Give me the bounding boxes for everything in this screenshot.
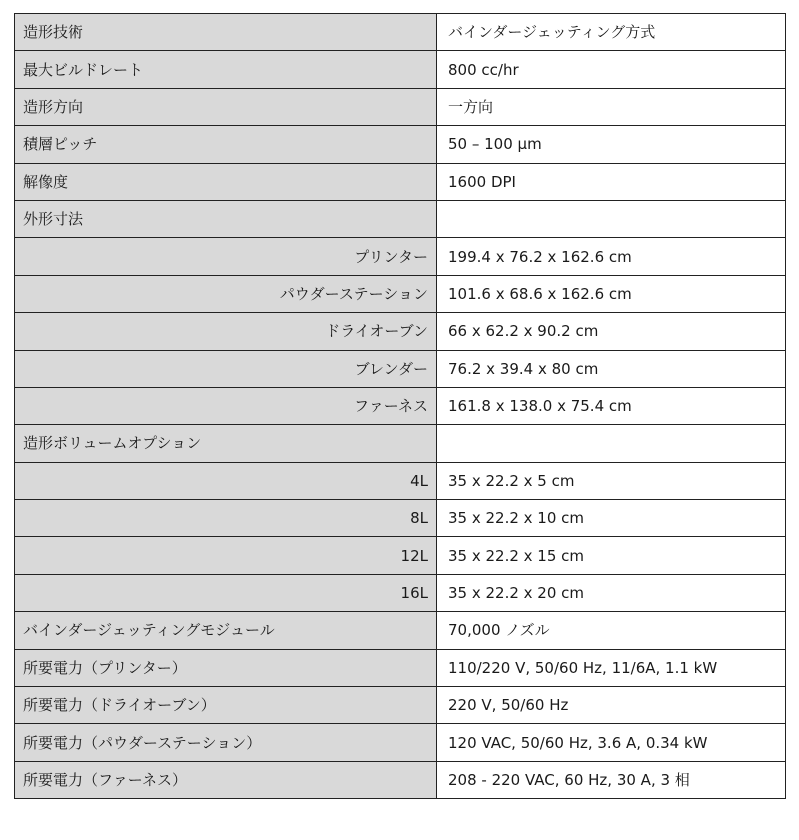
spec-value: バインダージェッティング方式: [437, 14, 786, 51]
spec-table-body: [15, 14, 786, 799]
spec-row: [15, 200, 786, 237]
spec-value: 220 V, 50/60 Hz: [437, 687, 786, 724]
spec-row: [15, 761, 786, 798]
spec-label: 外形寸法: [15, 200, 437, 237]
spec-sublabel: ドライオーブン: [15, 313, 437, 350]
spec-row: [15, 425, 786, 462]
spec-value: 110/220 V, 50/60 Hz, 11/6A, 1.1 kW: [437, 649, 786, 686]
spec-value: 800 cc/hr: [437, 51, 786, 88]
spec-value: 50 – 100 μm: [437, 126, 786, 163]
spec-row: [15, 88, 786, 125]
spec-value: 35 x 22.2 x 10 cm: [437, 500, 786, 537]
spec-label: 解像度: [15, 163, 437, 200]
spec-row: [15, 687, 786, 724]
spec-sublabel: パウダーステーション: [15, 275, 437, 312]
spec-label: 所要電力（プリンター）: [15, 649, 437, 686]
spec-value: 35 x 22.2 x 20 cm: [437, 574, 786, 611]
spec-sublabel: プリンター: [15, 238, 437, 275]
spec-value: 101.6 x 68.6 x 162.6 cm: [437, 275, 786, 312]
spec-subrow: [15, 500, 786, 537]
spec-sublabel: 8L: [15, 500, 437, 537]
spec-row: [15, 724, 786, 761]
spec-subrow: [15, 537, 786, 574]
spec-value: 一方向: [437, 88, 786, 125]
spec-label: 造形技術: [15, 14, 437, 51]
spec-row: [15, 612, 786, 649]
spec-value: 35 x 22.2 x 5 cm: [437, 462, 786, 499]
spec-value: 208 - 220 VAC, 60 Hz, 30 A, 3 相: [437, 761, 786, 798]
spec-label: 造形方向: [15, 88, 437, 125]
spec-value: 199.4 x 76.2 x 162.6 cm: [437, 238, 786, 275]
spec-subrow: [15, 275, 786, 312]
spec-label: 所要電力（ドライオーブン）: [15, 687, 437, 724]
spec-row: [15, 126, 786, 163]
spec-label: バインダージェッティングモジュール: [15, 612, 437, 649]
spec-label: 造形ボリュームオプション: [15, 425, 437, 462]
spec-value: 66 x 62.2 x 90.2 cm: [437, 313, 786, 350]
spec-value: 120 VAC, 50/60 Hz, 3.6 A, 0.34 kW: [437, 724, 786, 761]
spec-sublabel: ファーネス: [15, 387, 437, 424]
spec-sublabel: 16L: [15, 574, 437, 611]
spec-value: 70,000 ノズル: [437, 612, 786, 649]
spec-subrow: [15, 574, 786, 611]
spec-value: 35 x 22.2 x 15 cm: [437, 537, 786, 574]
spec-subrow: [15, 238, 786, 275]
spec-row: [15, 51, 786, 88]
spec-row: [15, 649, 786, 686]
spec-value: 1600 DPI: [437, 163, 786, 200]
spec-subrow: [15, 313, 786, 350]
spec-label: 所要電力（パウダーステーション）: [15, 724, 437, 761]
spec-row: [15, 14, 786, 51]
spec-value: 76.2 x 39.4 x 80 cm: [437, 350, 786, 387]
spec-value: 161.8 x 138.0 x 75.4 cm: [437, 387, 786, 424]
spec-sublabel: 12L: [15, 537, 437, 574]
spec-value: [437, 425, 786, 462]
spec-subrow: [15, 387, 786, 424]
spec-label: 最大ビルドレート: [15, 51, 437, 88]
spec-label: 積層ピッチ: [15, 126, 437, 163]
spec-sublabel: ブレンダー: [15, 350, 437, 387]
spec-value: [437, 200, 786, 237]
spec-subrow: [15, 462, 786, 499]
spec-table: [14, 13, 786, 799]
spec-sublabel: 4L: [15, 462, 437, 499]
spec-subrow: [15, 350, 786, 387]
spec-row: [15, 163, 786, 200]
spec-label: 所要電力（ファーネス）: [15, 761, 437, 798]
